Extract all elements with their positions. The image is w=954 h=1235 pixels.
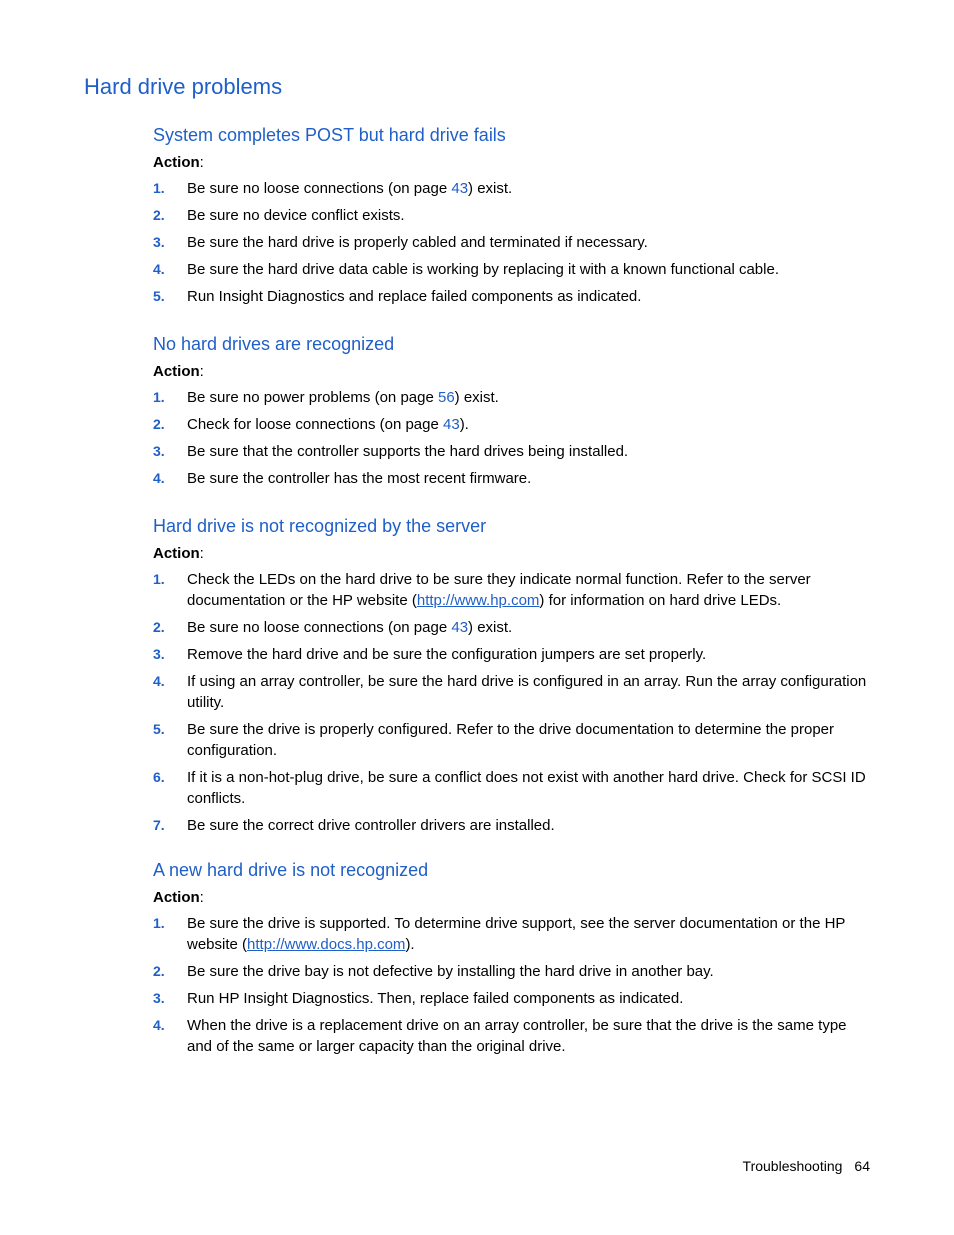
page-link[interactable]: 43 [451, 180, 469, 197]
list-item: 2. Be sure no loose connections (on page 43) exist. [153, 619, 513, 636]
action-label: Action: [153, 889, 204, 906]
list-item: 3. Run HP Insight Diagnostics. Then, replace failed components as indicated. [153, 990, 684, 1007]
section-title: No hard drives are recognized [153, 334, 395, 354]
section-not-recognized-by-server [153, 514, 873, 842]
section-new-drive-not-recognized [153, 858, 873, 1063]
action-label: Action: [153, 363, 204, 380]
section-title: A new hard drive is not recognized [153, 860, 429, 880]
action-label: Action: [153, 545, 204, 562]
list-item: 1. Check the LEDs on the hard drive to be sure they indicate normal function. Refer to the server documentation or the HP website (http://www.hp.com) for information on hard drive LEDs. [153, 571, 811, 609]
list-item: 3. Be sure the hard drive is properly cabled and terminated if necessary. [153, 234, 648, 251]
website-link[interactable]: http://www.docs.hp.com [247, 936, 406, 953]
page-footer [731, 1158, 870, 1174]
list-item: 1. Be sure no loose connections (on page 43) exist. [153, 180, 513, 197]
list-item: 4. Be sure the controller has the most recent firmware. [153, 470, 532, 487]
page-number: 64 [854, 1158, 870, 1174]
list-item: 6. If it is a non-hot-plug drive, be sure a conflict does not exist with another hard drive. Check for SCSI ID conflicts. [153, 769, 866, 807]
list-item: 5. Be sure the drive is properly configured. Refer to the drive documentation to determine the proper configuration. [153, 721, 835, 759]
section-title: System completes POST but hard drive fails [153, 125, 506, 145]
section-post-hard-drive-fails [153, 123, 873, 313]
page-title: Hard drive problems [84, 74, 283, 99]
page-link[interactable]: 56 [437, 389, 455, 406]
list-item: 2. Check for loose connections (on page 43). [153, 416, 469, 433]
section-no-drives-recognized [153, 332, 873, 495]
page-link[interactable]: 43 [451, 619, 469, 636]
action-label: Action: [153, 154, 204, 171]
list-item: 1. Be sure the drive is supported. To determine drive support, see the server documentation or the HP website (http://www.docs.hp.com). [153, 915, 846, 953]
list-item: 2. Be sure the drive bay is not defective by installing the hard drive in another bay. [153, 963, 714, 980]
list-item: 4. If using an array controller, be sure the hard drive is configured in an array. Run the array configuration utility. [153, 673, 867, 711]
list-item: 4. When the drive is a replacement drive on an array controller, be sure that the drive is the same type and of the same or larger capacity than the original drive. [153, 1017, 847, 1055]
list-item: 1. Be sure no power problems (on page 56) exist. [153, 389, 499, 406]
step-list [153, 178, 873, 307]
list-item: 7. Be sure the correct drive controller drivers are installed. [153, 817, 555, 834]
list-item: 2. Be sure no device conflict exists. [153, 207, 405, 224]
website-link[interactable]: http://www.hp.com [416, 592, 540, 609]
list-item: 3. Be sure that the controller supports the hard drives being installed. [153, 443, 629, 460]
section-title: Hard drive is not recognized by the server [153, 516, 487, 536]
step-list [153, 913, 873, 1057]
list-item: 3. Remove the hard drive and be sure the configuration jumpers are set properly. [153, 646, 707, 663]
footer-section: Troubleshooting [742, 1158, 843, 1174]
page-link[interactable]: 43 [443, 416, 460, 433]
list-item: 5. Run Insight Diagnostics and replace failed components as indicated. [153, 288, 642, 305]
step-list [153, 569, 873, 836]
list-item: 4. Be sure the hard drive data cable is working by replacing it with a known functional cable. [153, 261, 779, 278]
step-list [153, 387, 873, 489]
